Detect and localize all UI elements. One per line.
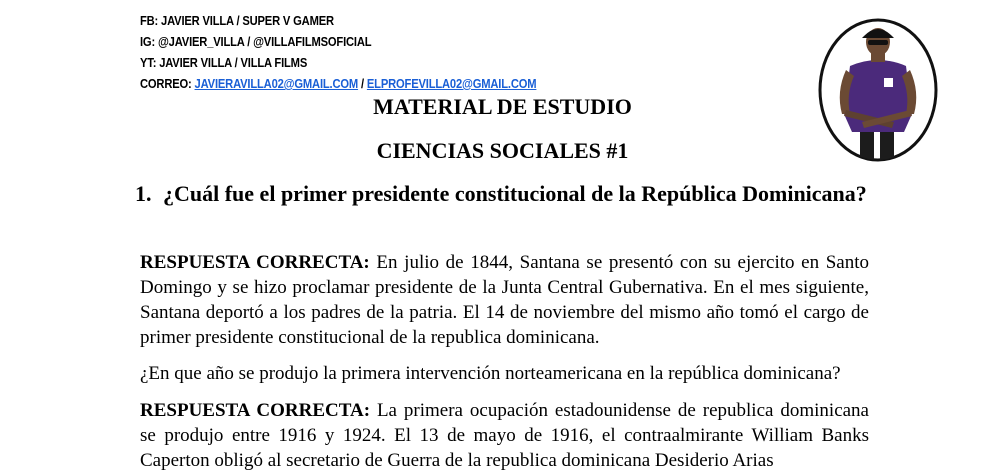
question-1 (135, 180, 870, 207)
email-separator: / (361, 76, 364, 91)
correo-label: CORREO: (140, 76, 192, 91)
answer-1 (140, 250, 869, 350)
answer-text: La primera ocupación estadounidense de republica dominicana se produjo entre 1916 y 1924. El 13 de mayo de 1916, el contraalmirante William Banks Caperton obligó al secretario de Guerra de la republica dominicana Desiderio Arias (140, 400, 869, 471)
contact-fb: FB: JAVIER VILLA / SUPER V GAMER (140, 13, 334, 28)
contact-email-row (140, 73, 536, 94)
page-subtitle: CIENCIAS SOCIALES #1 (376, 138, 629, 163)
question-text: ¿Cuál fue el primer presidente constitucional de la República Dominicana? (163, 181, 867, 206)
answer-label: RESPUESTA CORRECTA: (140, 400, 371, 421)
contact-ig: IG: @JAVIER_VILLA / @VILLAFILMSOFICIAL (140, 34, 372, 49)
question-2: ¿En que año se produjo la primera intervención norteamericana en la república dominicana? (140, 363, 841, 384)
answer-label: RESPUESTA CORRECTA: (140, 252, 370, 273)
answer-text: En julio de 1844, Santana se presentó con su ejercito en Santo Domingo y se hizo proclamar presidente de la Junta Central Gubernativa. En el mes siguiente, Santana deportó a los padres de la patria. El 14 de noviembre del mismo año tomó el cargo de primer presidente constitucional de la republica dominicana. (140, 252, 870, 348)
question-number: 1. (135, 181, 152, 206)
email-link-2[interactable]: ELPROFEVILLA02@GMAIL.COM (366, 76, 537, 91)
email-link-1[interactable]: JAVIERAVILLA02@GMAIL.COM (194, 76, 359, 91)
contact-yt: YT: JAVIER VILLA / VILLA FILMS (140, 55, 308, 70)
contact-info (140, 10, 536, 94)
page-title: MATERIAL DE ESTUDIO (373, 94, 632, 119)
